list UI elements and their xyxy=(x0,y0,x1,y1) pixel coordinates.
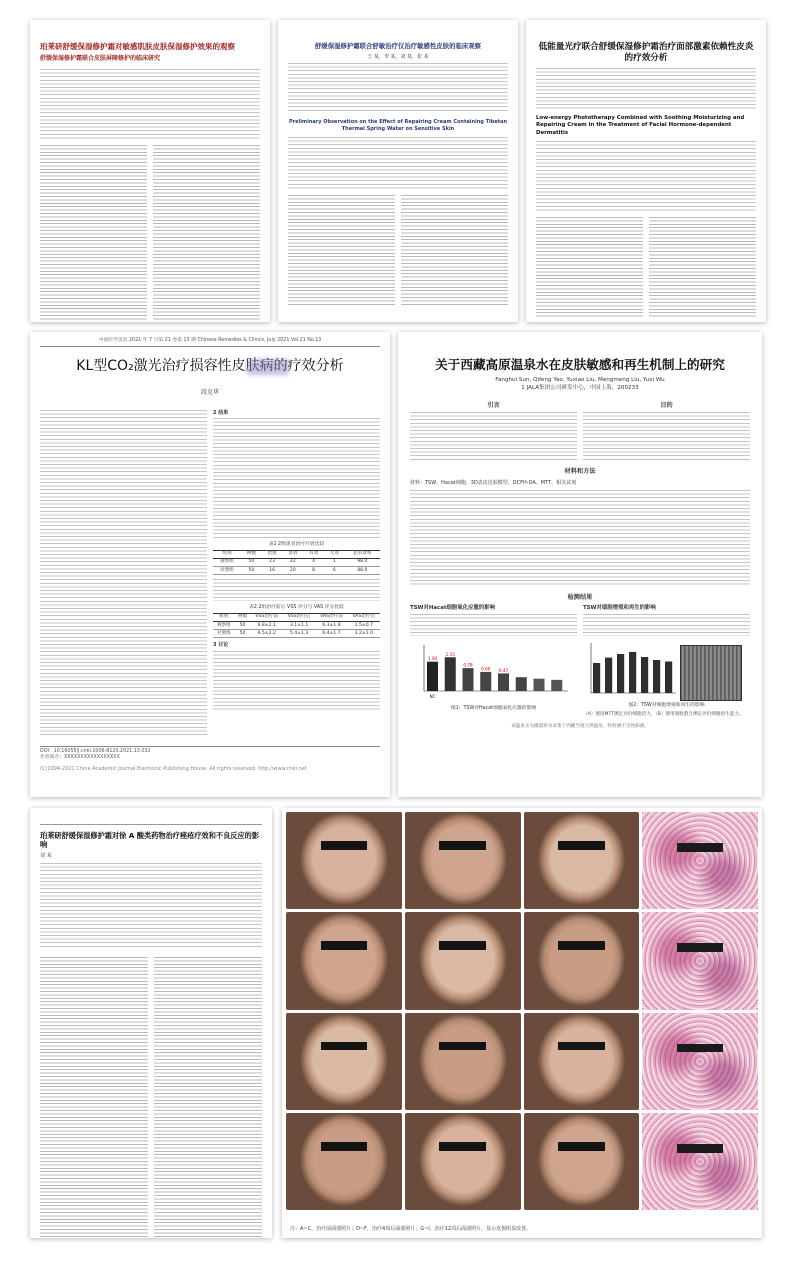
eye-censor-bar xyxy=(558,1142,604,1151)
paper5-affiliation: 1 JALA集团公司研发中心，中国上海，200233 xyxy=(521,384,639,391)
paper5-title: 关于西藏高原温泉水在皮肤敏感和再生机制上的研究 xyxy=(435,357,725,372)
chart-bar xyxy=(427,662,438,691)
paper3-abstract-cn xyxy=(536,68,756,110)
paper-page-1 xyxy=(30,20,270,322)
paper1-subtitle: 舒缓保湿修护霜联合皮肤屏障修护的临床研究 xyxy=(40,55,161,63)
paper6-title: 珀莱研舒缓保湿修护霜对徐 A 酸类药物治疗痤疮疗效和不良反应的影响 xyxy=(40,830,260,850)
paper4-results-heading: 2 结果 xyxy=(213,409,229,416)
paper4-table2: 组别 例数 VSS治疗前 VSS治疗后 VAS治疗前 VAS治疗后 观察组 50 9.8±2.1 3.1±1.1 6.3±1.8 1.5±0.7 对照组 50 9.5±2.2 5.4±1.3 6.4±1.7 3.2±1.0 xyxy=(213,613,380,639)
paper4-discussion-heading: 3 讨论 xyxy=(213,642,229,649)
paper2-column-left xyxy=(288,195,395,305)
chart-bar xyxy=(665,662,672,694)
chart-bar xyxy=(605,658,612,693)
paper5-chart-note: （A）使用MTT测定评价细胞活力，（B）使用划痕愈合测定评价细胞再生能力。 xyxy=(583,711,744,717)
face-photo xyxy=(524,1013,640,1110)
paper3-column-right xyxy=(649,217,756,317)
eye-censor-bar xyxy=(558,941,604,950)
chart-data-label: 0.60 xyxy=(481,666,491,672)
paper-page-2 xyxy=(278,20,518,322)
face-photo xyxy=(286,1113,402,1210)
face-photo xyxy=(405,812,521,909)
eye-censor-bar xyxy=(439,841,485,850)
paper4-journal-header: 中国医学美容 2021 年 7 月第 21 卷第 13 期 Chinese Remedies & Clinics, July 2021 Vol.21 No.13 xyxy=(40,338,380,347)
paper6-column-left xyxy=(40,957,148,1238)
paper6-authors: 刘 某 xyxy=(40,852,52,859)
paper-page-3 xyxy=(526,20,766,322)
paper4-authors: 段克华 xyxy=(200,389,219,397)
oxidative-stress-bar-chart xyxy=(410,639,570,701)
paper4-doi: DOI：10.16055/j.cnki.1006-8120.2021.13.032 xyxy=(40,748,151,754)
paper3-title: 低能量光疗联合舒缓保湿修护霜治疗面部激素依赖性皮炎的疗效分析 xyxy=(538,42,754,63)
paper-page-4 xyxy=(30,332,390,797)
chart-bar xyxy=(445,657,456,691)
paper2-column-right xyxy=(401,195,508,305)
face-photo xyxy=(524,812,640,909)
table-row: 对照组 50 9.5±2.2 5.4±1.3 6.4±1.7 3.2±1.0 xyxy=(213,630,380,638)
paper5-methods-heading: 材料和方法 xyxy=(564,468,596,476)
face-photo xyxy=(286,1013,402,1110)
paper5-fig1-caption: 图1：TSW对Hacat细胞氧化应激的影响 xyxy=(450,705,537,711)
paper4-title: KL型CO₂激光治疗损容性皮肤病的疗效分析 xyxy=(76,358,344,375)
paper5-results-heading: 检测结果 xyxy=(567,593,593,601)
face-photo xyxy=(524,1113,640,1210)
clinical-photo-grid xyxy=(282,808,762,1216)
paper2-title-en: Preliminary Observation on the Effect of Repairing Cream Containing Tibetan Thermal Spring Water on Sensitive Skin xyxy=(288,119,508,133)
face-photo xyxy=(405,1113,521,1210)
paper-page-6 xyxy=(30,808,272,1238)
face-photo xyxy=(405,912,521,1009)
face-photo xyxy=(286,912,402,1009)
paper1-title: 珀莱研舒缓保湿修护霜对敏感肌肤皮肤保湿修护效果的观察 xyxy=(40,42,235,51)
paper3-title-en: Low-energy Phototherapy Combined with Soothing Moisturizing and Repairing Cream in the Treatment of Facial Hormone-dependent Dermatitis xyxy=(536,115,745,136)
chart-bar xyxy=(551,680,562,691)
paper5-materials: 材料：TSW、Hacat细胞、3D表皮皮肤模型、DCFH-DA、MTT、相关试剂 xyxy=(410,479,577,486)
paper5-footer-note: 该温泉水为微量原水采集于西藏当地天然温泉，经检测不含致病菌。 xyxy=(511,723,649,729)
face-photo xyxy=(286,812,402,909)
eye-censor-bar xyxy=(677,843,723,852)
paper3-abstract-en xyxy=(536,141,756,211)
paper3-column-left xyxy=(536,217,643,317)
paper5-result-left-heading: TSW对Hacat细胞氧化应激的影响 xyxy=(410,604,495,611)
paper6-abstract xyxy=(40,863,262,949)
chart-data-label: 1.15 xyxy=(445,651,455,657)
histology-face-photo xyxy=(642,912,758,1009)
redaction-blur xyxy=(247,359,289,375)
paper4-table1: 组别 例数 治愈 显效 有效 无效 总有效率 观察组 50 23 22 4 1 98.0 对照组 50 16 20 8 6 88.0 xyxy=(213,550,380,576)
eye-censor-bar xyxy=(321,1042,367,1051)
eye-censor-bar xyxy=(677,1044,723,1053)
paper2-authors: 王 某，李 某，刘 某，张 某 xyxy=(367,53,429,60)
paper5-result-right-heading: TSW对细胞增殖和再生的影响 xyxy=(583,604,656,611)
eye-censor-bar xyxy=(439,1042,485,1051)
eye-censor-bar xyxy=(558,1042,604,1051)
chart-bar xyxy=(534,679,545,691)
eye-censor-bar xyxy=(321,841,367,850)
photo-caption: 注：A~C，治疗前面部照片；D~F，治疗4周后面部照片；G~I，治疗12周后面部照片，显示皮损明显改善。 xyxy=(290,1226,532,1232)
paper6-column-right xyxy=(154,957,262,1238)
paper2-abstract-cn xyxy=(288,63,508,113)
chart-bar xyxy=(593,663,600,693)
chart-bar xyxy=(617,654,624,693)
paper2-title: 舒缓保湿修护霜联合舒敏治疗仪治疗敏感性皮肤的临床观察 xyxy=(314,42,482,50)
paper1-column-right xyxy=(153,145,260,322)
chart-bar xyxy=(463,668,474,691)
face-photo xyxy=(524,912,640,1009)
table-row: 观察组 50 9.8±2.1 3.1±1.1 6.3±1.8 1.5±0.7 xyxy=(213,622,380,630)
paper5-intro-heading: 引言 xyxy=(487,402,500,410)
chart-bar xyxy=(629,652,636,693)
eye-censor-bar xyxy=(677,943,723,952)
eye-censor-bar xyxy=(321,941,367,950)
paper1-abstract xyxy=(40,69,260,139)
paper4-copyright: (C)1994-2021 China Academic Journal Electronic Publishing House. All rights reserved. http://www.cnki.net xyxy=(40,765,307,772)
chart-category-label: NC xyxy=(429,694,436,700)
clinical-photo-page xyxy=(282,808,762,1238)
paper2-abstract-en xyxy=(288,137,508,189)
histology-face-photo xyxy=(642,812,758,909)
paper4-footer-note: 作者简介：XXXXXXXXXXXXXXXXX xyxy=(40,755,120,761)
paper5-fig2-caption: 图2：TSW对细胞增殖和再生的影响 xyxy=(628,703,705,709)
table-row: 对照组 50 16 20 8 6 88.0 xyxy=(213,567,380,575)
eye-censor-bar xyxy=(439,1142,485,1151)
paper1-column-left xyxy=(40,145,147,322)
chart-bar xyxy=(516,677,527,691)
chart-data-label: 0.78 xyxy=(463,662,473,668)
paper4-table1-caption: 表1 2组患者治疗疗效比较 xyxy=(268,542,325,548)
eye-censor-bar xyxy=(439,941,485,950)
histology-face-photo xyxy=(642,1013,758,1110)
chart-bar xyxy=(641,657,648,693)
eye-censor-bar xyxy=(321,1142,367,1151)
face-photo xyxy=(405,1013,521,1110)
chart-bar xyxy=(480,672,491,691)
paper4-body-left xyxy=(40,410,207,736)
table-row: 观察组 50 23 22 4 1 98.0 xyxy=(213,558,380,566)
paper5-authors: Fanghui Sun, Qifeng Yao, Yuxiao Liu, Mengmeng Liu, Yuxi Wu xyxy=(495,377,665,383)
paper5-purpose-heading: 目的 xyxy=(660,402,673,410)
chart-bar xyxy=(498,674,509,692)
eye-censor-bar xyxy=(677,1144,723,1153)
chart-data-label: 0.47 xyxy=(498,668,509,674)
cell-viability-bar-chart xyxy=(583,639,677,701)
eye-censor-bar xyxy=(558,841,604,850)
paper-page-5 xyxy=(398,332,762,797)
scratch-assay-image xyxy=(680,645,742,701)
paper4-table2-caption: 表2 2组治疗前后 VSS 评分与 VAS 评分比较 xyxy=(249,605,344,611)
chart-data-label: 1.00 xyxy=(427,656,438,662)
chart-bar xyxy=(653,660,660,693)
histology-face-photo xyxy=(642,1113,758,1210)
